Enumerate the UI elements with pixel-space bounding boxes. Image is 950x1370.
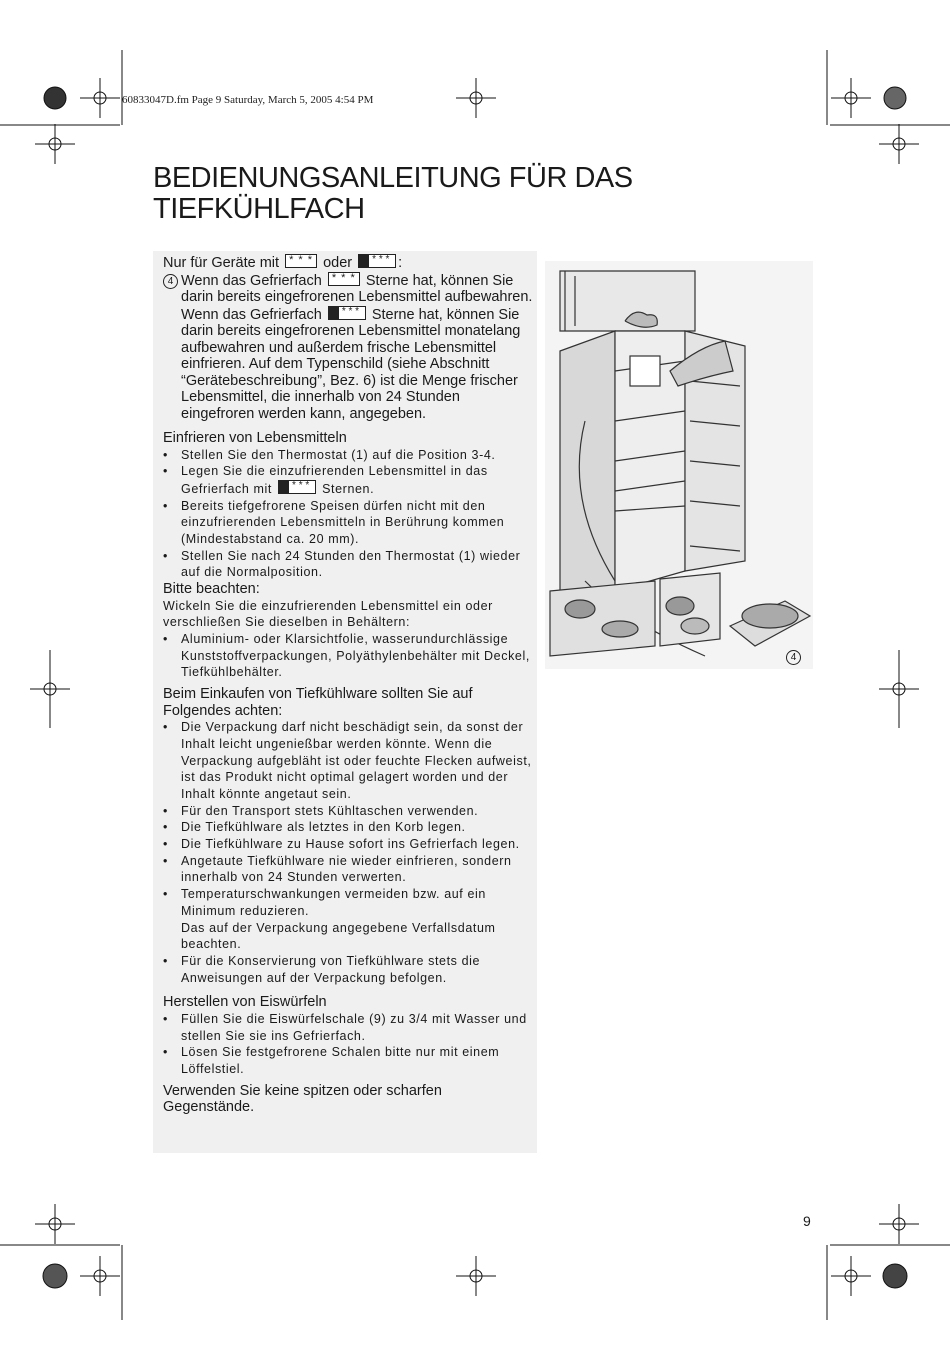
list-item-text: Temperaturschwankungen vermeiden bzw. auf ein Minimum reduzieren.: [181, 887, 486, 918]
list-item: • Stellen Sie den Thermostat (1) auf die Position 3-4.: [163, 447, 533, 464]
title-line-2: TIEFKÜHLFACH: [153, 193, 365, 225]
page-number: 9: [803, 1213, 811, 1229]
intro-or: oder: [323, 255, 353, 271]
einfrieren-list: [163, 447, 533, 582]
instructions-column: [163, 254, 533, 1116]
list-item: [163, 886, 533, 953]
section-heading-beachten: Bitte beachten:: [163, 581, 260, 598]
list-item: [163, 463, 533, 497]
four-star-icon: [358, 254, 396, 268]
section-heading-einkaufen: Beim Einkaufen von Tiefkühlware sollten Sie auf Folgendes achten:: [163, 686, 473, 719]
p2-text-a: Wenn das Gefrierfach: [181, 306, 322, 323]
warning-text: Verwenden Sie keine spitzen oder scharfen Gegenstände.: [163, 1082, 442, 1116]
list-item: • Bereits tiefgefrorene Speisen dürfen nicht mit den einzufrierenden Lebensmitteln in Berührung kommen (Mindestabstand ca. 20 mm).: [163, 498, 533, 548]
intro-colon: :: [398, 255, 403, 271]
section-heading-einfrieren: Einfrieren von Lebensmitteln: [163, 430, 347, 446]
p1-text-b: Sterne hat, können Sie darin bereits eingefrorenen Lebensmittel aufbewahren.: [181, 272, 533, 305]
file-header: 60833047D.fm Page 9 Saturday, March 5, 2005 4:54 PM: [122, 94, 374, 106]
list-item: • Die Tiefkühlware zu Hause sofort ins Gefrierfach legen.: [163, 836, 533, 853]
beachten-list: [163, 631, 533, 681]
callout-badge: 4: [163, 274, 178, 289]
list-item: • Die Tiefkühlware als letztes in den Korb legen.: [163, 819, 533, 836]
beachten-text: Wickeln Sie die einzufrierenden Lebensmittel ein oder verschließen Sie dieselben in Behältern:: [163, 598, 493, 630]
three-star-icon: [328, 272, 360, 286]
fridge-illustration: [545, 261, 813, 669]
list-item: • Die Verpackung darf nicht beschädigt sein, da sonst der Inhalt leicht ungenießbar werden könnte. Wenn die Verpackung aufgebläht ist oder feuchte Flecken aufweist, ist das Produkt nicht optimal gelagert worden und der Inhalt könnte angetaut sein.: [163, 719, 533, 803]
list-item: • Angetaute Tiefkühlware nie wieder einfrieren, sondern innerhalb von 24 Stunden verwerten.: [163, 853, 533, 886]
list-item-extra: Das auf der Verpackung angegebene Verfallsdatum beachten.: [181, 920, 496, 952]
three-star-icon: [285, 254, 317, 268]
four-star-icon: [278, 480, 316, 494]
intro-paragraph-1: [163, 272, 533, 306]
figure-callout: [786, 648, 806, 666]
einkaufen-list: [163, 719, 533, 986]
list-item: • Stellen Sie nach 24 Stunden den Thermostat (1) wieder auf die Normalposition.: [163, 548, 533, 581]
list-item: • Für die Konservierung von Tiefkühlware stets die Anweisungen auf der Verpackung befolgen.: [163, 953, 533, 986]
list-item: • Füllen Sie die Eiswürfelschale (9) zu 3/4 mit Wasser und stellen Sie sie ins Gefrierfach.: [163, 1011, 533, 1044]
page-title: [153, 163, 753, 225]
list-item: • Für den Transport stets Kühltaschen verwenden.: [163, 803, 533, 820]
section-heading-eiswuerfel: Herstellen von Eiswürfeln: [163, 994, 327, 1011]
p2-text-b: Sterne hat, können Sie darin bereits eingefrorenen Lebensmittel monatelang aufbewahren und außerdem frische Lebensmittel einfrieren. Auf dem Typenschild (siehe Abschnitt “Gerätebeschreibung”, Bez. 6) ist die Menge frischer Lebensmittel, die innerhalb von 24 Stunden eingefroren werden kann, angegeben.: [181, 306, 521, 422]
intro-paragraph-2: [163, 306, 533, 423]
list-item-text: Legen Sie die einzufrierenden Lebensmittel in das Gefrierfach mit: [181, 464, 488, 496]
list-item-suffix: Sternen.: [322, 481, 375, 496]
p1-text-a: Wenn das Gefrierfach: [181, 272, 322, 289]
list-item: • Lösen Sie festgefrorene Schalen bitte nur mit einem Löffelstiel.: [163, 1044, 533, 1077]
intro-label: Nur für Geräte mit: [163, 255, 280, 271]
list-item: • Aluminium- oder Klarsichtfolie, wasserundurchlässige Kunststoffverpackungen, Polyäthylenbehälter mit Deckel, Tiefkühlbehälter.: [163, 631, 533, 681]
title-line-1: BEDIENUNGSANLEITUNG FÜR DAS: [153, 162, 633, 194]
callout-badge: 4: [786, 650, 801, 665]
four-star-icon: [328, 306, 366, 320]
eiswuerfel-list: [163, 1011, 533, 1078]
